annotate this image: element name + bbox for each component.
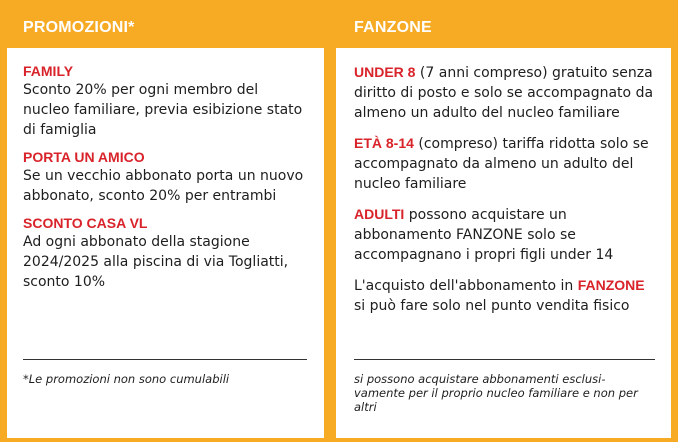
fanzone-adulti: [354, 204, 657, 265]
promotions-footnote: *Le promozioni non sono cumulabili: [23, 372, 230, 386]
fanzone-under-8: [354, 62, 657, 123]
fanzone-highlight: ADULTI: [354, 206, 405, 222]
promotions-list: [23, 62, 308, 300]
fanzone-highlight: FANZONE: [577, 277, 645, 293]
fanzone-highlight: UNDER 8: [354, 64, 416, 80]
divider: [354, 359, 655, 360]
promo-text: Ad ogni abbonato della stagione 2024/2025 alla piscina di via Togliatti, sconto 10%: [23, 234, 289, 290]
fanzone-text: possono acquistare un abbonamento FANZONE solo se accompagnano i propri figli under 14: [354, 207, 614, 263]
fanzone-panel: [336, 7, 671, 438]
promotions-title: PROMOZIONI*: [7, 7, 324, 48]
divider: [23, 359, 307, 360]
fanzone-title: FANZONE: [336, 7, 671, 48]
fanzone-text: (compreso) tariffa ridotta solo se accompagnato da almeno un adulto del nucleo familiare: [354, 136, 649, 192]
fanzone-text: si può fare solo nel punto vendita fisico: [354, 298, 630, 314]
promo-sconto-casa-vl: [23, 214, 308, 292]
fanzone-list: [354, 62, 657, 326]
promo-title: PORTA UN AMICO: [23, 149, 145, 165]
promotions-panel: [7, 7, 324, 438]
fanzone-text: (7 anni compreso) gratuito senza diritto di posto e solo se accompagnato da almeno un adulto del nucleo familiare: [354, 65, 654, 121]
promo-porta-un-amico: [23, 148, 308, 206]
fanzone-acquisto: [354, 275, 657, 316]
fanzone-text: L'acquisto dell'abbonamento in: [354, 278, 578, 294]
promo-text: Sconto 20% per ogni membro del nucleo familiare, previa esibizione stato di famiglia: [23, 82, 303, 138]
promo-title: FAMILY: [23, 63, 74, 79]
promo-text: Se un vecchio abbonato porta un nuovo abbonato, sconto 20% per entrambi: [23, 168, 304, 204]
fanzone-footnote: si possono acquistare abbonamenti esclusi-vamente per il proprio nucleo familiare e non per altri: [354, 372, 638, 414]
fanzone-eta-8-14: [354, 133, 657, 194]
promo-family: [23, 62, 308, 140]
fanzone-highlight: ETÀ 8-14: [354, 135, 414, 151]
promo-title: SCONTO CASA VL: [23, 215, 148, 231]
